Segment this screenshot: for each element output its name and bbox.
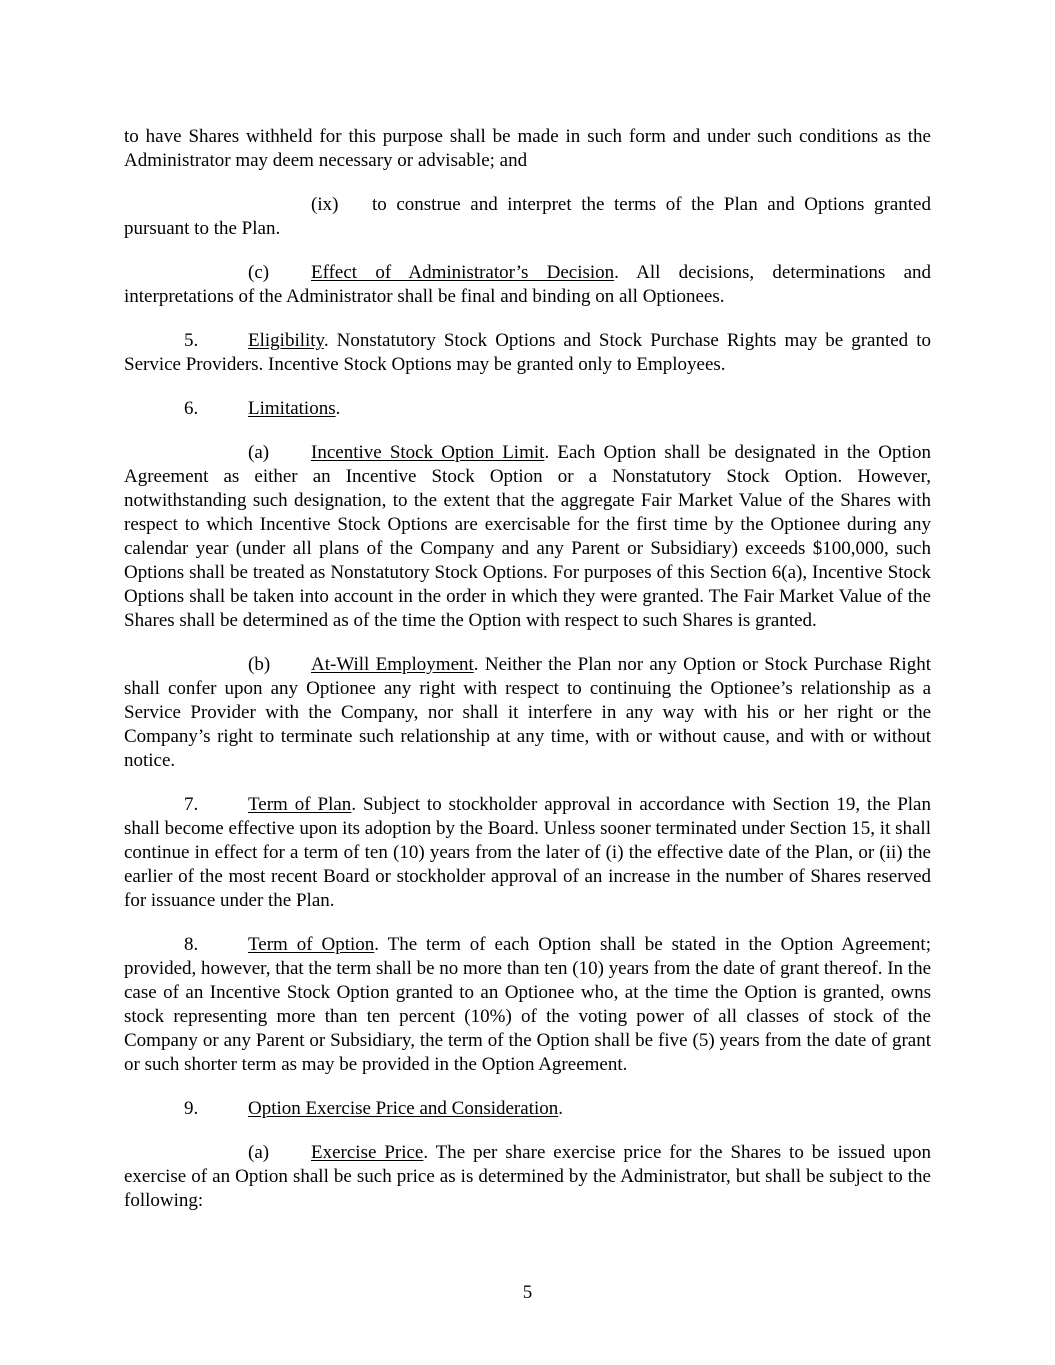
item-label: (ix) — [311, 194, 339, 215]
paragraph-text: . The per share exercise price for the Shares to be issued upon exercise of an Option shall be such price as is determined by the Administrator, but shall be subject to the following: — [124, 1142, 931, 1211]
section-heading: Incentive Stock Option Limit — [311, 442, 545, 463]
paragraph-text: . Neither the Plan nor any Option or Stock Purchase Right shall confer upon any Optionee any right with respect to continuing the Optionee’s relationship as a Service Provider with the Company, nor shall it interfere in any way with his or her right or the Company’s right to terminate such relationship at any time, with or without cause, and with or without notice. — [124, 654, 931, 771]
item-label: (b) — [248, 654, 271, 675]
section-number: 6. — [184, 398, 199, 419]
paragraph-text: . — [558, 1098, 564, 1119]
paragraph-text: . — [335, 398, 341, 419]
item-label: (a) — [248, 442, 270, 463]
paragraph-text: . Nonstatutory Stock Options and Stock Purchase Rights may be granted to Service Providers. Incentive Stock Options may be granted only to Employees. — [124, 330, 931, 375]
section-9 — [124, 1097, 931, 1121]
paragraph-text: . Each Option shall be designated in the Option Agreement as either an Incentive Stock Option or a Nonstatutory Stock Option. However, notwithstanding such designation, to the extent that the aggregate Fair Market Value of the Shares with respect to which Incentive Stock Options are exercisable for the first time by the Optionee during any calendar year (under all plans of the Company and any Parent or Subsidiary) exceeds $100,000, such Options shall be treated as Nonstatutory Stock Options. For purposes of this Section 6(a), Incentive Stock Options shall be taken into account in the order in which they were granted. The Fair Market Value of the Shares shall be determined as of the time the Option with respect to such Shares is granted. — [124, 442, 932, 631]
section-8 — [124, 933, 931, 1077]
paragraph-ix — [124, 193, 931, 241]
paragraph-text: . Subject to stockholder approval in accordance with Section 19, the Plan shall become effective upon its adoption by the Board. Unless sooner terminated under Section 15, it shall continue in effect for a term of ten (10) years from the later of (i) the effective date of the Plan, or (ii) the earlier of the most recent Board or stockholder approval of an increase in the number of Shares reserved for issuance under the Plan. — [124, 794, 931, 911]
paragraph-text: . The term of each Option shall be stated in the Option Agreement; provided, however, that the term shall be no more than ten (10) years from the date of grant thereof. In the case of an Incentive Stock Option granted to an Optionee who, at the time the Option is granted, owns stock representing more than ten percent (10%) of the voting power of all classes of stock of the Company or any Parent or Subsidiary, the term of the Option shall be five (5) years from the date of grant or such shorter term as may be provided in the Option Agreement. — [124, 934, 931, 1075]
document-page — [124, 125, 931, 1213]
item-label: (c) — [248, 262, 270, 283]
section-9a — [124, 1141, 931, 1213]
item-label: (a) — [248, 1142, 270, 1163]
section-heading: Exercise Price — [311, 1142, 424, 1163]
paragraph-4c — [124, 261, 931, 309]
section-heading: Term of Option — [248, 934, 375, 955]
paragraph-text: to have Shares withheld for this purpose shall be made in such form and under such conditions as the Administrator may deem necessary or advisable; and — [124, 126, 931, 171]
section-7 — [124, 793, 931, 913]
page-number: 5 — [522, 1282, 533, 1303]
section-heading: Option Exercise Price and Consideration — [248, 1098, 559, 1119]
section-6b — [124, 653, 931, 773]
section-heading: Effect of Administrator’s Decision — [311, 262, 615, 283]
section-heading: Limitations — [248, 398, 336, 419]
section-heading: Eligibility — [248, 330, 324, 351]
section-6 — [124, 397, 931, 421]
section-heading: At-Will Employment — [311, 654, 474, 675]
paragraph-text: . All decisions, determinations and interpretations of the Administrator shall be final and binding on all Optionees. — [124, 262, 931, 307]
section-number: 7. — [184, 794, 199, 815]
section-5 — [124, 329, 931, 377]
section-number: 8. — [184, 934, 199, 955]
paragraph-text: to construe and interpret the terms of the Plan and Options granted pursuant to the Plan. — [124, 194, 931, 239]
section-number: 5. — [184, 330, 199, 351]
section-heading: Term of Plan — [248, 794, 352, 815]
section-6a — [124, 441, 931, 633]
section-number: 9. — [184, 1098, 199, 1119]
paragraph-withholding — [124, 125, 931, 173]
